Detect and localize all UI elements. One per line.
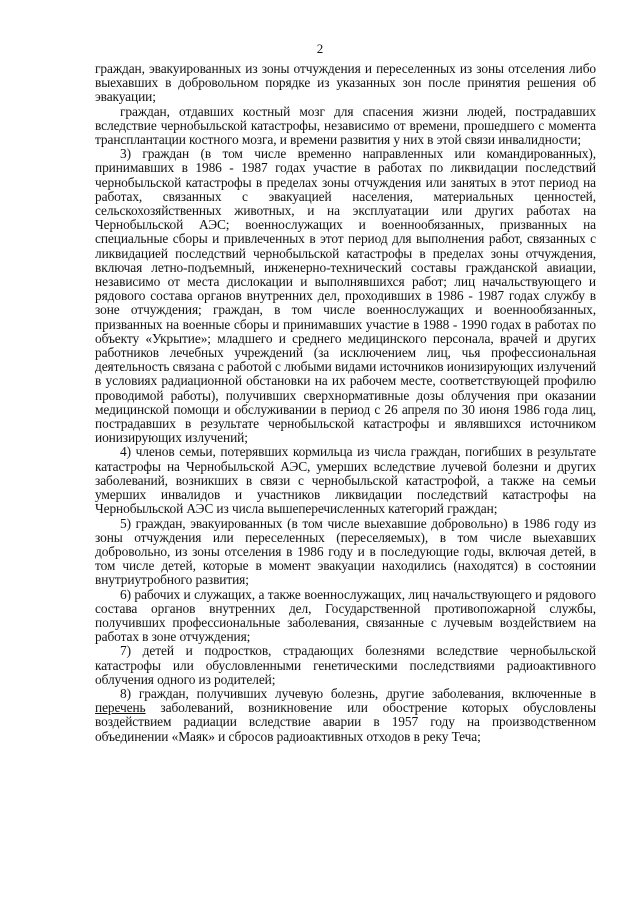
- page-number: 2: [316, 41, 324, 56]
- paragraph-item-5-evacuated-1986: 5) граждан, эвакуированных (в том числе выехавшие добровольно) в 1986 году из зоны отчуждения или переселенных (переселяемых), в том числе выехавших добровольно, из зоны отселения в 1986 году и в последующие годы, включая детей, в том числе детей, которые в момент эвакуации находились (находятся) в состоянии внутриутробного развития;: [95, 515, 596, 588]
- paragraph-item-8-text-after: заболеваний, возникновение или обострение которых обусловлены воздействием радиации вследствие аварии в 1957 году на производственном объединении «Маяк» и сбросов радиоактивных отходов в реку Теча;: [95, 700, 596, 744]
- paragraph-item-3-liquidators: 3) граждан (в том числе временно направленных или командированных), принимавших в 1986 - 1987 годах участие в работах по ликвидации последствий чернобыльской катастрофы в пределах зоны отчуждения или занятых в этот период на работах, связанных с эвакуацией населения, материальных ценностей, сельскохозяйственных животных, и на эксплуатации или других работах на Чернобыльской АЭС; военнослужащих и военнообязанных, призванных на специальные сборы и привлеченных в этот период для выполнения работ, связанных с ликвидацией последствий чернобыльской катастрофы в пределах зоны отчуждения, включая летно-подъемный, инженерно-технический составы гражданской авиации, независимо от места дислокации и выполнявшихся работ; лиц начальствующего и рядового состава органов внутренних дел, проходивших в 1986 - 1987 годах службу в зоне отчуждения; граждан, в том числе военнослужащих и военнообязанных, призванных на военные сборы и принимавших участие в 1988 - 1990 годах в работах по объекту «Укрытие»; младшего и среднего медицинского персонала, врачей и других работников лечебных учреждений (за исключением лиц, чья профессиональная деятельность связана с работой с любыми видами источников ионизирующих излучений в условиях радиационной обстановки на их рабочем месте, соответствующей профилю проводимой работы), получивших сверхнормативные дозы облучения при оказании медицинской помощи и обслуживании в период с 26 апреля по 30 июня 1986 года лиц, пострадавших в результате чернобыльской катастрофы и являвшихся источником ионизирующих излучений;: [95, 146, 596, 446]
- paragraph-item-8-text-before: 8) граждан, получивших лучевую болезнь, другие заболевания, включенные в: [120, 685, 596, 701]
- paragraph-item-6-workers: 6) рабочих и служащих, а также военнослужащих, лиц начальствующего и рядового состава органов внутренних дел, Государственной противопожарной службы, получивших профессиональные заболевания, связанные с лучевым воздействием на работах в зоне отчуждения;: [95, 586, 596, 645]
- paragraph-item-8-mayak: [95, 687, 596, 744]
- paragraph-item-4-family-members: 4) членов семьи, потерявших кормильца из числа граждан, погибших в результате катастрофы на Чернобыльской АЭС, умерших вследствие лучевой болезни и других заболеваний, возникших в связи с чернобыльской катастрофой, а также на семьи умерших инвалидов и участников ликвидации последствий катастрофы на Чернобыльской АЭС из числа вышеперечисленных категорий граждан;: [95, 444, 596, 517]
- paragraph-evacuated-citizens: граждан, эвакуированных из зоны отчуждения и переселенных из зоны отселения либо выехавших в добровольном порядке из указанных зон после принятия решения об эвакуации;: [95, 61, 596, 105]
- paragraph-item-7-children: 7) детей и подростков, страдающих болезнями вследствие чернобыльской катастрофы или обусловленными генетическими последствиями радиоактивного облучения одного из родителей;: [95, 643, 596, 687]
- document-body: [95, 62, 596, 744]
- paragraph-bone-marrow-donors: граждан, отдавших костный мозг для спасения жизни людей, пострадавших вследствие чернобыльской катастрофы, независимо от времени, прошедшего с момента трансплантации костного мозга, и времени развития у них в этой связи инвалидности;: [95, 103, 596, 148]
- perechen-link[interactable]: перечень: [95, 700, 146, 716]
